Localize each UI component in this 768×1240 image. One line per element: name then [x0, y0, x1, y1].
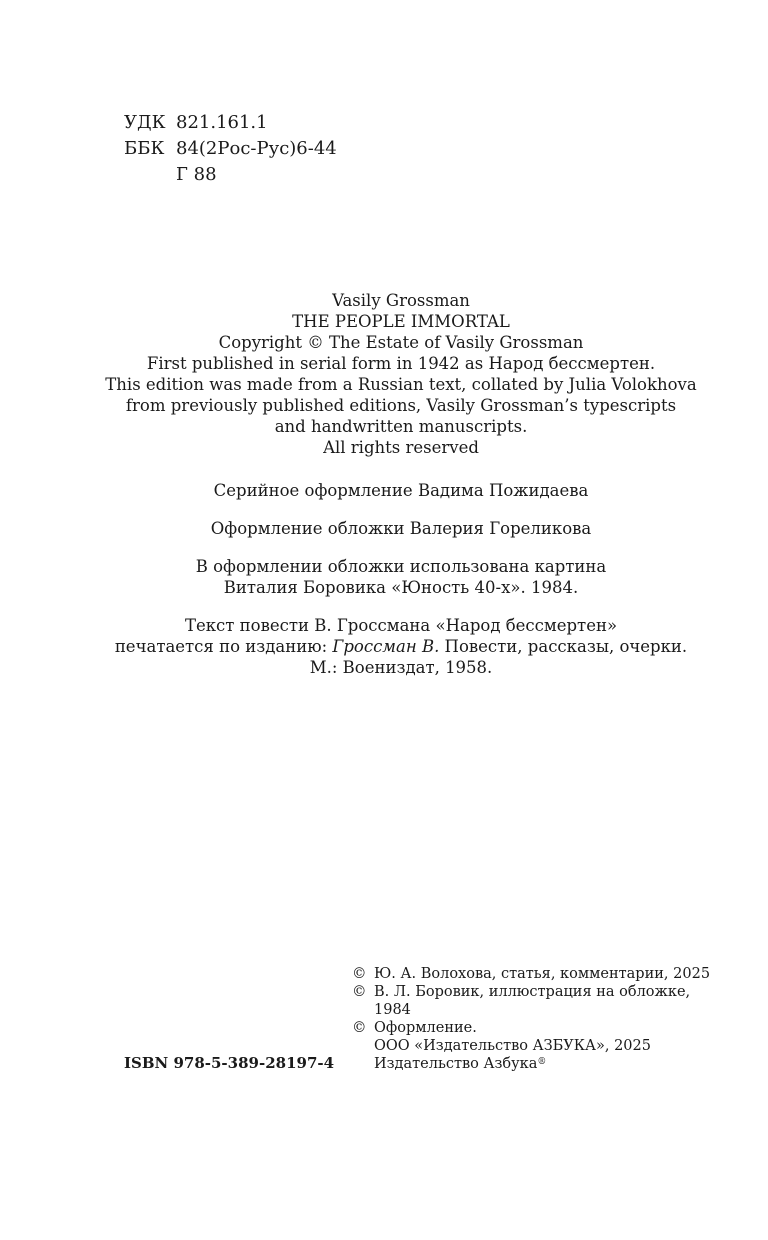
- series-design-text: Серийное оформление Вадима Пожидаева: [213, 481, 589, 500]
- copyright-sign: ©: [352, 984, 367, 1000]
- copyright-item: [352, 983, 710, 1019]
- text-source-line-2: [0, 636, 768, 657]
- bbk-value: 84(2Рос-Рус)6-44: [176, 138, 337, 159]
- copyright-item-line: [374, 1055, 651, 1073]
- udk-key: УДК: [124, 112, 166, 133]
- cover-design: [0, 518, 768, 539]
- bbk-key: ББК: [124, 138, 165, 159]
- series-design: [0, 480, 768, 501]
- cover-art-line-1: В оформлении обложки использована картина: [195, 557, 607, 576]
- text-source-prefix: печатается по изданию:: [114, 637, 333, 656]
- copyright-item: [352, 1019, 710, 1073]
- copyright-item-line: В. Л. Боровик, иллюстрация на обложке,: [374, 984, 691, 1000]
- author-name: Vasily Grossman: [332, 291, 470, 310]
- original-title: THE PEOPLE IMMORTAL: [292, 312, 510, 331]
- cover-design-text: Оформление обложки Валерия Гореликова: [210, 519, 592, 538]
- text-source-author: Гроссман В.: [332, 637, 440, 656]
- copyright-item-line: Ю. А. Волохова, статья, комментарии, 2025: [374, 966, 711, 982]
- copyright-line: Copyright © The Estate of Vasily Grossman: [218, 333, 584, 352]
- copyright-item: [352, 965, 710, 983]
- copyright-block: [0, 290, 768, 458]
- copyrights-block: [352, 965, 710, 1073]
- publication-line: First published in serial form in 1942 as Народ бессмертен.: [146, 354, 656, 373]
- text-source-line-3: М.: Воениздат, 1958.: [309, 658, 493, 677]
- author-mark-row: [124, 162, 337, 188]
- udk-value: 821.161.1: [176, 112, 268, 133]
- publisher-name: Издательство Азбука: [374, 1056, 538, 1072]
- rights-reserved: All rights reserved: [323, 438, 479, 457]
- text-source-line-1: Текст повести В. Гроссмана «Народ бессмертен»: [184, 616, 618, 635]
- edition-line-1: This edition was made from a Russian text, collated by Julia Volokhova: [105, 375, 697, 394]
- copyright-item-line: Оформление.: [374, 1020, 477, 1036]
- copyright-sign: ©: [352, 1020, 367, 1036]
- copyright-item-line: ООО «Издательство АЗБУКА», 2025: [374, 1038, 651, 1054]
- cover-art-line-2: Виталия Боровика «Юность 40-х». 1984.: [223, 578, 579, 597]
- classification-block: [124, 110, 337, 188]
- copyright-item-line: 1984: [374, 1002, 411, 1018]
- registered-mark: ®: [537, 1057, 547, 1067]
- text-source-rest: Повести, рассказы, очерки.: [439, 637, 688, 656]
- cover-art: [0, 556, 768, 598]
- copyright-sign: ©: [352, 966, 367, 982]
- edition-line-2: from previously published editions, Vasily Grossman’s typescripts: [125, 396, 677, 415]
- author-mark: Г 88: [176, 164, 217, 185]
- udk-row: [124, 110, 337, 136]
- isbn: ISBN 978-5-389-28197-4: [124, 1054, 335, 1072]
- bbk-row: [124, 136, 337, 162]
- text-source: [0, 615, 768, 678]
- edition-line-3: and handwritten manuscripts.: [274, 417, 528, 436]
